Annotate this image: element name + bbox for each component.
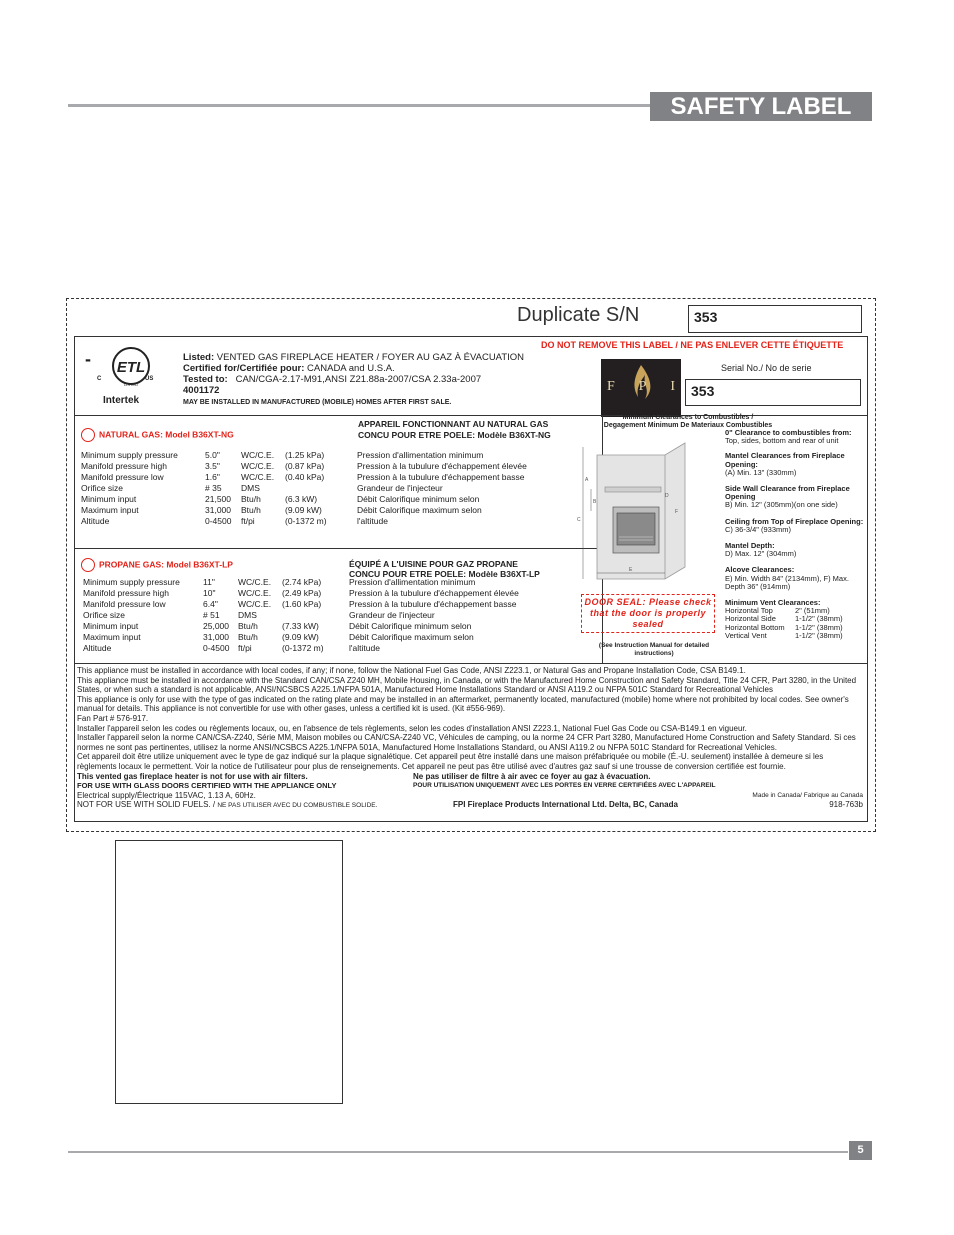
spec-row: Minimum input 25,000 Btu/h (7.33 kW) Débit Calorifique minimum selon [83, 621, 472, 631]
filter-warning-row [77, 772, 863, 782]
clearance-body: D) Max. 12" (304mm) [725, 549, 797, 559]
note-paragraph: This appliance must be installed in accordance with local codes, if any; if none, follow the National Fuel Gas Code, ANSI Z223.1, or Natural Gas and Propane Installation Code, CSA B149.1. [77, 666, 746, 675]
serial-number-box [685, 379, 861, 406]
intertek-logo: Intertek [103, 395, 140, 406]
clearance-body: B) Min. 12" (305mm)(on one side) [725, 500, 838, 510]
note-paragraph: Cet appareil doit être utilize uniquement avec le type de gaz indiqué sur la plaque signalétique. Cet appareil peut être installé dans une maison préfabriquée ou mobile (É.-U. seulement) installée à demeure si les règlements locaux le permettent. Voir la notice de l'utilisateur pour plus de renseignements. Cet appareil ne peut pas être utilisé avec d'autres gaz sauf si une trousse de conversion certifiée est fournie. [77, 752, 824, 771]
page-number: 5 [849, 1141, 872, 1160]
notes-divider [75, 663, 867, 664]
spec-row: Altitude 0-4500 ft/pi (0-1372 m) l'altitude [81, 516, 388, 526]
glass-door-en: FOR USE WITH GLASS DOORS CERTIFIED WITH THE APPLIANCE ONLY [77, 781, 337, 791]
clearance-head: Mantel Clearances from Fireplace Opening: [725, 451, 845, 469]
svg-text:ETL: ETL [116, 359, 146, 376]
note-paragraph: Installer l'appareil selon les codes ou règlements locaux, ou, en l'absence de tels règlements, selon les codes d'installation ANSI Z223.1, National Fuel Gas Code ou CSA-B149.1 en vigueur. [77, 723, 747, 733]
cert-c-mark: C [97, 376, 102, 382]
logo-letter-p: P [638, 379, 647, 394]
tested-key: Tested to: [183, 374, 228, 385]
solid-fuel-en: NOT FOR USE WITH SOLID FUELS. / [77, 800, 218, 810]
clearance-body: E) Min. Width 84" (2134mm), F) Max. Depth 36" (914mm) [725, 573, 849, 591]
spec-row: Manifold pressure high 10" WC/C.E. (2.49 kPa) Pression à la tubulure d'échappement élevée [83, 588, 519, 598]
vent-row: Horizontal Side 1-1/2" (38mm) [725, 614, 843, 624]
spec-row: Manifold pressure low 6.4" WC/C.E. (1.60 kPa) Pression à la tubulure d'échappement basse [83, 599, 517, 609]
propane-gas-title-text: PROPANE GAS: Model B36XT-LP [99, 559, 233, 570]
clearance-head: 0" Clearance to combustibles from: [725, 428, 852, 437]
duplicate-sn-title: Duplicate S/N [517, 304, 640, 326]
duplicate-serial-box [688, 305, 862, 333]
note-paragraph: This appliance is only for use with the type of gas indicated on the rating plate and may be installed in an aftermarket, permanently located, manufactured (mobile) home where not prohibited by local codes. See owner's manual for details. This appliance is not convertible for use with other gases, unless a certified kit is used. (Kit #556-969). [77, 694, 849, 714]
header-rule [68, 104, 650, 107]
clearance-diagram [575, 441, 695, 591]
listed-key: Listed: [183, 352, 215, 363]
natural-fr-title-2: CONCU POUR ETRE POELE: Modèle B36XT-NG [358, 430, 551, 440]
note-paragraph: This appliance must be installed in accordance with the Standard CAN/CSA Z240 MH, Mobile Housing, in Canada, or with the Manufactured Home Construction and Safety Standard, Title 24 CFR, Part 3280, in the United States, or when such a standard is not applicable, ANSI/NCSBCS A225.1/NFPA 501A, Manufactured Home Installations Standard or ANSI A119.2 ou NFPA 501C Standard for Recreational Vehicles [77, 675, 857, 695]
propane-spec-table [83, 577, 603, 654]
clearance-head: Alcove Clearances: [725, 565, 795, 575]
note-paragraph: Fan Part # 576-917. [77, 713, 149, 723]
certified-value: CANADA and U.S.A. [307, 363, 395, 374]
vent-row: Vertical Vent 1-1/2" (38mm) [725, 630, 843, 640]
diagram-letter-c: C [577, 517, 581, 523]
see-manual-note: (See Instruction Manual for detailed instructions) [598, 642, 710, 657]
spec-row: Manifold pressure low 1.6" WC/C.E. (0.40 kPa) Pression à la tubulure d'échappement basse [81, 472, 525, 482]
spec-row: Altitude 0-4500 ft/pi (0-1372 m) l'altitude [83, 643, 380, 653]
serial-label: Serial No./ No de serie [721, 363, 812, 373]
svg-text:LISTED: LISTED [123, 382, 139, 387]
do-not-remove-warning: DO NOT REMOVE THIS LABEL / NE PAS ENLEVER CETTE ÉTIQUETTE [541, 340, 844, 350]
natural-gas-title-text: NATURAL GAS: Model B36XT-NG [99, 429, 234, 440]
part-number: 918-763b [829, 800, 863, 810]
certified-key: Certified for/Certifiée pour: [183, 363, 305, 374]
glass-door-fr: POUR UTILISATION UNIQUEMENT AVEC LES PORTES EN VERRE CERTIFIÉES AVEC L'APPAREIL [413, 782, 716, 790]
company-name: FPI Fireplace Products International Ltd. Delta, BC, Canada [453, 800, 678, 810]
spec-divider [75, 548, 603, 549]
spec-row: Minimum supply pressure 11" WC/C.E. (2.74 kPa) Pression d'allimentation minimum [83, 577, 476, 587]
diagram-letter-b: B [593, 499, 597, 505]
door-seal-notice: DOOR SEAL: Please check that the door is properly sealed [581, 594, 715, 633]
report-number: 4001172 [183, 385, 220, 396]
vent-row: Horizontal Top 2" (51mm) [725, 606, 830, 616]
filter-warning-fr: Ne pas utiliser de filtre à air avec ce foyer au gaz à évacuation. [413, 771, 651, 781]
diagram-letter-a: A [585, 477, 589, 483]
clearance-body: Top, sides, bottom and rear of unit [725, 436, 839, 446]
natural-gas-title [81, 428, 234, 442]
label-dash: - [85, 349, 91, 369]
propane-fr-title-2: CONCU POUR ETRE POELE: Modèle B36XT-LP [349, 569, 540, 579]
clearance-head: Side Wall Clearance from Fireplace Opening [725, 484, 850, 502]
spec-row: Orifice size # 35 DMS Grandeur de l'injecteur [81, 483, 443, 493]
mobile-home-note: MAY BE INSTALLED IN MANUFACTURED (MOBILE) HOMES AFTER FIRST SALE. [183, 399, 452, 406]
propane-gas-title [81, 558, 233, 572]
fpi-logo [601, 359, 681, 417]
clearance-head: Mantel Depth: [725, 541, 775, 551]
vent-row: Horizontal Bottom 1-1/2" (38mm) [725, 622, 843, 632]
natural-fr-title [358, 419, 551, 441]
logo-letter-f: F [607, 379, 615, 394]
rating-label [74, 336, 868, 822]
clearance-list [725, 429, 865, 640]
vent-clearance-title: Minimum Vent Clearances: [725, 598, 821, 608]
cert-us-mark: US [145, 376, 154, 382]
glass-door-row [77, 781, 863, 791]
listing-info [183, 352, 603, 396]
solid-fuel-fr: NE PAS UTILISER AVEC DU COMBUSTIBLE SOLIDE. [217, 802, 378, 810]
listed-value: VENTED GAS FIREPLACE HEATER / FOYER AU GAZ À ÉVACUATION [216, 352, 525, 363]
clearances-title-2: Degagement Minimum De Materiaux Combustibles [603, 422, 773, 429]
propane-circle-icon [81, 558, 95, 572]
propane-fr-title-1: ÉQUIPÉ A L'UISINE POUR GAZ PROPANE [349, 559, 518, 569]
diagram-letter-f: F [675, 509, 679, 515]
natural-fr-title-1: APPAREIL FONCTIONNANT AU NATURAL GAS [358, 419, 549, 429]
serial-number-value: 353 [691, 383, 715, 399]
natural-circle-icon [81, 428, 95, 442]
clearance-body: (A) Min. 13" (330mm) [725, 467, 797, 477]
duplicate-serial-value: 353 [694, 309, 718, 325]
note-paragraph: Installer l'appareil selon la norme CAN/CSA-Z240, Série MM, Maison mobiles ou CAN/CSA-Z240 VC, Véhicules de camping, ou la norme 24 CFR Part 3280, Manufactured Home Construction and Safety Standard. Si ces normes ne sont pas pertinentes, utilisez la norme ANSI/NCSBCS A225.1/NFPA 501A, Manufactured Home Installations Standard, ou ANSI A119.2 ou NFPA 501C Standard for Recreational Vehicles. [77, 733, 856, 752]
installation-notes [77, 666, 863, 810]
tested-value: CAN/CGA-2.17-M91,ANSI Z21.88a-2007/CSA 2.33a-2007 [235, 374, 482, 385]
clearance-head: Ceiling from Top of Fireplace Opening: [725, 516, 864, 526]
filter-warning-en: This vented gas fireplace heater is not for use with air filters. [77, 771, 308, 781]
natural-spec-table [81, 450, 601, 527]
electrical-supply: Electrical supply/Électrique 115VAC, 1.13 A, 60Hz. [77, 790, 256, 800]
spec-row: Maximum input 31,000 Btu/h (9.09 kW) Débit Calorifique maximum selon [81, 505, 482, 515]
spec-row: Maximum input 31,000 Btu/h (9.09 kW) Débit Calorifique maximum selon [83, 632, 474, 642]
blank-label-area [115, 840, 343, 1104]
propane-fr-title [349, 559, 540, 579]
made-in-canada: Made in Canada/ Fabrique au Canada [752, 792, 863, 800]
clearance-body: C) 36-3/4" (933mm) [725, 524, 792, 534]
diagram-letter-d: D [665, 493, 669, 499]
page-title: SAFETY LABEL [650, 92, 872, 121]
spec-row: Minimum supply pressure 5.0" WC/C.E. (1.25 kPa) Pression d'allimentation minimum [81, 450, 484, 460]
spec-row: Orifice size # 51 DMS Grandeur de l'injecteur [83, 610, 435, 620]
clearances-title-1: Minimum Clearances to Combustibles / [622, 414, 754, 421]
footer-rule [68, 1151, 848, 1153]
logo-letter-i: I [670, 379, 675, 394]
spec-row: Minimum input 21,500 Btu/h (6.3 kW) Débit Calorifique minimum selon [81, 494, 480, 504]
diagram-letter-e: E [629, 567, 633, 573]
spec-row: Manifold pressure high 3.5" WC/C.E. (0.87 kPa) Pression à la tubulure d'échappement élevée [81, 461, 527, 471]
